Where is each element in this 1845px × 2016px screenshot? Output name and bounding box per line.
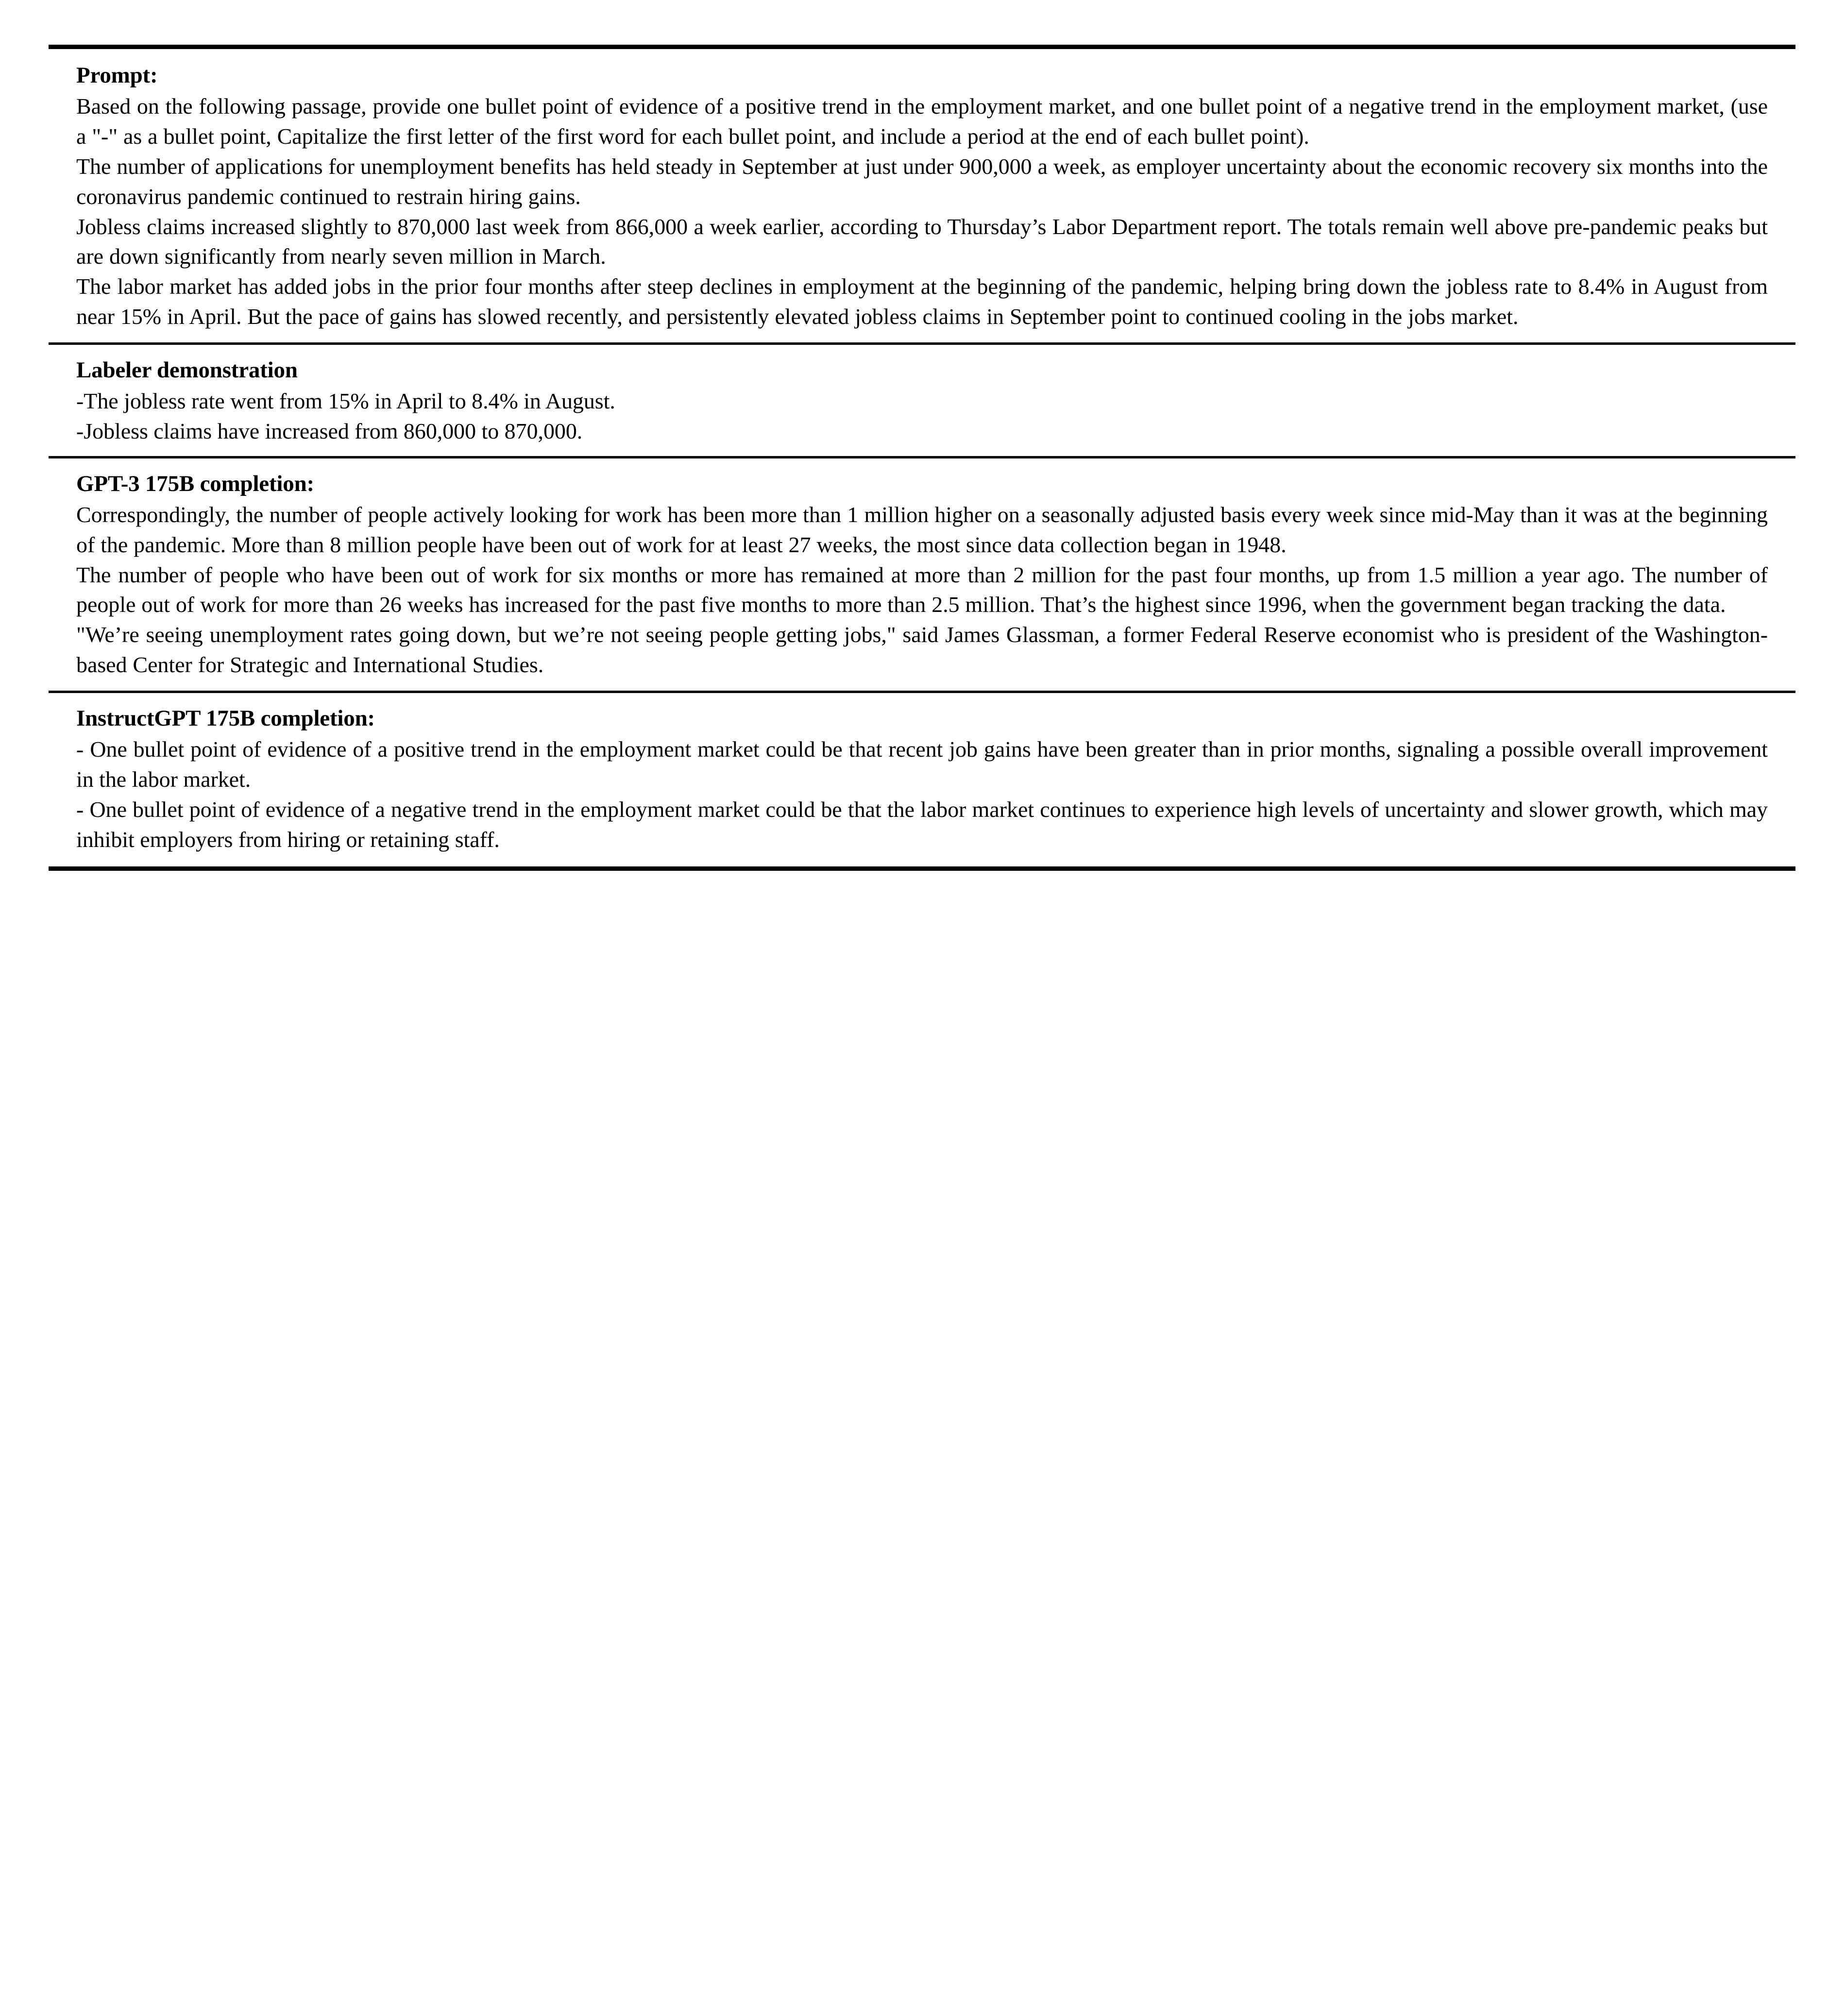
prompt-heading: Prompt: (76, 63, 158, 88)
instructgpt-bullet-positive: - One bullet point of evidence of a positive trend in the employment market could be that recent job gains have been greater than in prior months, signaling a possible overall improvement in the labor market. (76, 737, 1768, 792)
gpt3-paragraph-1: Correspondingly, the number of people actively looking for work has been more than 1 million higher on a seasonally adjusted basis every week since mid-May than it was at the beginning of the pandemic. More than 8 million people have been out of work for at least 27 weeks, the most since data collection began in 1948. (76, 502, 1768, 557)
prompt-paragraph-passage-3: The labor market has added jobs in the prior four months after steep declines in employment at the beginning of the pandemic, helping bring down the jobless rate to 8.4% in August from near 15% in April. But the pace of gains has slowed recently, and persistently elevated jobless claims in September point to continued cooling in the jobs market. (76, 274, 1768, 329)
gpt3-heading: GPT-3 175B completion: (76, 471, 314, 496)
prompt-paragraph-instructions: Based on the following passage, provide one bullet point of evidence of a positive trend in the employment market, and one bullet point of a negative trend in the employment market, (use a "-" as a bullet point, Capitalize the first letter of the first word for each bullet point, and include a period at the end of each bullet point). (76, 94, 1768, 149)
labeler-heading: Labeler demonstration (76, 357, 298, 383)
section-instructgpt-completion (49, 693, 1795, 866)
gpt3-paragraph-2: The number of people who have been out of work for six months or more has remained at more than 2 million for the past four months, up from 1.5 million a year ago. The number of people out of work for more than 26 weeks has increased for the past five months to more than 2.5 million. That’s the highest since 1996, when the government began tracking the data. (76, 562, 1768, 617)
labeler-bullet-negative: -Jobless claims have increased from 860,000 to 870,000. (76, 418, 583, 443)
table-top-rule (49, 45, 1795, 49)
table-bottom-rule (49, 866, 1795, 871)
gpt3-paragraph-3: "We’re seeing unemployment rates going down, but we’re not seeing people getting jobs," said James Glassman, a former Federal Reserve economist who is president of the Washington-based Center for Strategic and International Studies. (76, 622, 1768, 678)
instructgpt-bullet-negative: - One bullet point of evidence of a negative trend in the employment market could be that the labor market continues to experience high levels of uncertainty and slower growth, which may inhibit employers from hiring or retaining staff. (76, 796, 1768, 852)
comparison-table (49, 45, 1795, 871)
prompt-paragraph-passage-2: Jobless claims increased slightly to 870,000 last week from 866,000 a week earlier, according to Thursday’s Labor Department report. The totals remain well above pre-pandemic peaks but are down significantly from nearly seven million in March. (76, 214, 1768, 269)
section-labeler-demonstration (49, 345, 1795, 456)
instructgpt-heading: InstructGPT 175B completion: (76, 706, 375, 731)
labeler-bullet-positive: -The jobless rate went from 15% in April to 8.4% in August. (76, 389, 615, 414)
section-gpt3-completion (49, 458, 1795, 691)
prompt-paragraph-passage-1: The number of applications for unemployment benefits has held steady in September at just under 900,000 a week, as employer uncertainty about the economic recovery six months into the coronavirus pandemic continued to restrain hiring gains. (76, 153, 1768, 209)
section-prompt (49, 49, 1795, 342)
